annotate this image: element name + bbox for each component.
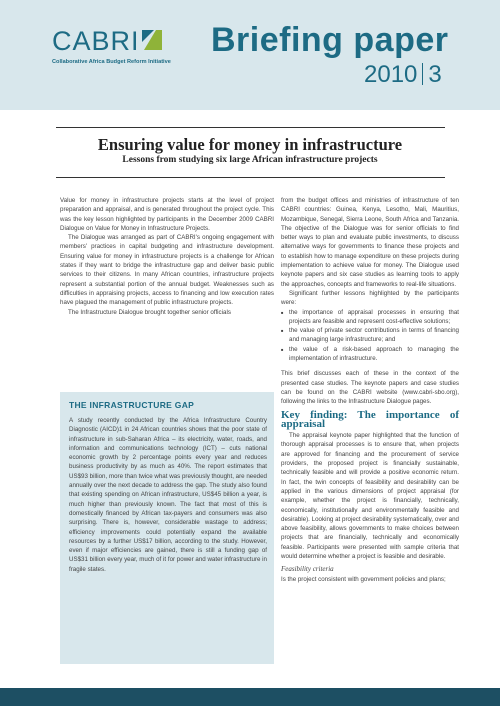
lessons-list-item: ■ the value of a risk-based approach to managing the implementation of infrastructure. xyxy=(289,345,459,364)
left-column xyxy=(60,196,274,317)
left-paragraph-3: The Infrastructure Dialogue brought together senior officials xyxy=(68,308,231,316)
right-paragraph-3: This brief discusses each of these in the context of the presented case studies. The keynote papers and case studies can be found on the CABRI website (www.cabri-sbo.org), following the links to the Infrastructure Dialogue pages. xyxy=(281,370,459,406)
box-heading: THE INFRASTRUCTURE GAP xyxy=(69,400,195,410)
issue-divider xyxy=(422,63,423,85)
footer-bar xyxy=(0,688,500,706)
briefing-paper-heading: Briefing paper xyxy=(211,21,449,59)
article-subtitle: Lessons from studying six large African infrastructure projects xyxy=(122,155,378,165)
lessons-list xyxy=(281,308,459,364)
feasibility-criteria-heading: Feasibility criteria xyxy=(281,565,334,574)
infrastructure-gap-box xyxy=(60,392,274,664)
lessons-list-item: ■ the importance of appraisal processes in ensuring that projects are feasible and represent cost-effective solutions; xyxy=(289,308,459,327)
issue-no: 3 xyxy=(428,61,442,88)
issue-number xyxy=(364,61,442,89)
left-paragraph-1: Value for money in infrastructure projects starts at the level of project preparation and appraisal, and is generated throughout the project cycle. This was the key lesson highlighted by participants in the December 2009 CABRI Dialogue on Value for Money in Infrastructure Projects. xyxy=(60,197,274,232)
key-finding-heading: Key finding: The importance of appraisal xyxy=(281,408,459,430)
right-paragraph-4: The appraisal keynote paper highlighted that the function of thorough appraisal processes is to ensure that, when projects are approved for financing and the procurement of service providers, the proposed project is financially sustainable, technically feasible and will provide a positive economic return. In fact, the twin concepts of feasibility and desirability can be applied in the various dimensions of project appraisal (for example, whether the project is financially, technically, economically, institutionally and environmentally feasible and desirable). Looking at project desirability systematically, over and above feasibility, allows governments to make choices between projects that are financially, technically and economically feasible. Participants were presented with sample criteria that would determine whether a project is feasible and desirable. xyxy=(281,432,459,560)
cabri-logo: CABRI xyxy=(52,26,140,56)
logo-tagline: Collaborative Africa Budget Reform Initiative xyxy=(52,59,171,65)
header-banner xyxy=(0,0,500,110)
right-paragraph-1: from the budget offices and ministries of infrastructure of ten CABRI countries: Guinea, Kenya, Lesotho, Mali, Mauritius, Mozambique, Senegal, Sierra Leone, South Africa and Tanzania. The objective of the Dialogue was for senior officials to find better ways to plan and evaluate public investments, to discuss alternative ways for governments to finance these projects and to establish how to manage expenditure on these projects during implementation to achieve value for money. The Dialogue used keynote papers and six case studies as learning tools to apply the approaches, concepts and frameworks to real-life situations. xyxy=(281,197,459,288)
right-paragraph-5: Is the project consistent with government policies and plans; xyxy=(281,575,446,583)
right-column xyxy=(281,196,459,584)
left-paragraph-2: The Dialogue was arranged as part of CABRI's ongoing engagement with members' practices in capital budgeting and infrastructure development. Ensuring value for money in infrastructure projects is a challenge for African states if they want to bridge the infrastructure gap and deliver basic public services to their citizens. In many African countries, infrastructure projects represent a substantial portion of the annual budget. Weaknesses such as difficulties in appraising projects, access to financing and low execution rates have plagued the management of public infrastructure projects. xyxy=(60,234,274,307)
lessons-list-item: ■ the value of private sector contributions in terms of financing and managing large infrastructure; and xyxy=(289,326,459,345)
article-title: Ensuring value for money in infrastructure xyxy=(97,135,403,154)
issue-year: 2010 xyxy=(364,61,418,88)
right-paragraph-2: Significant further lessons highlighted by the participants were: xyxy=(281,289,459,307)
box-text: A study recently conducted by the Africa Infrastructure Country Diagnostic (AICD)1 in 24 African countries shows that the poor state of infrastructure in sub-Saharan Africa – its electricity, water, roads, and information and communications technology (ICT) – cuts national economic growth by 2 percentage points every year and reduces business productivity by as much as 40%. The report estimates that US$93 billion, more than twice what was previously thought, are needed annually over the next decade to address the gap. The study also found that existing spending on African infrastructure, US$45 billion a year, is much higher than previously known. The fact that most of this is domestically financed by African tax-payers and consumers was also surprising. There is, however, considerable wastage to address; efficiency improvements could potentially expand the available resources by a further US$17 billion, according to the study. However, even if major efficiencies are gained, there is still a funding gap of US$31 billion every year, much of it for power and water infrastructure in fragile states. xyxy=(69,417,267,573)
title-rule-top xyxy=(56,127,445,128)
title-rule-bottom xyxy=(56,177,445,178)
cabri-logo-mark-icon xyxy=(142,30,162,50)
